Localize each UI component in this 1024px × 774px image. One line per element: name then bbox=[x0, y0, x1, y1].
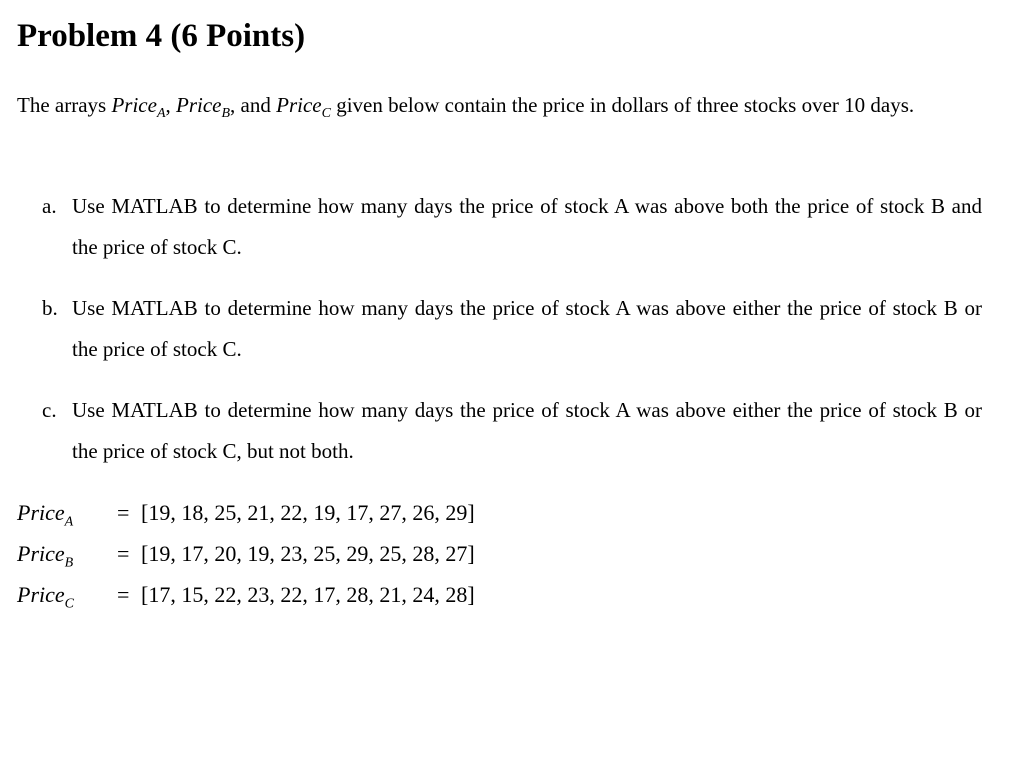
question-b-marker: b. bbox=[42, 296, 58, 320]
price-b-var: Price$_B$ bbox=[176, 93, 231, 122]
equation-price-c bbox=[17, 580, 475, 610]
price-c-var: Price$_C$ bbox=[276, 93, 331, 122]
intro-text-end: given below contain the price in dollars of three stocks over 10 days. bbox=[330, 93, 915, 117]
question-a bbox=[42, 186, 982, 268]
intro-text-start: The arrays bbox=[17, 93, 112, 117]
problem-title: Problem 4 (6 Points) bbox=[17, 18, 306, 54]
question-c bbox=[42, 390, 982, 472]
equation-price-b-lhs: Price$_B$ bbox=[17, 541, 74, 571]
equation-price-c-lhs: Price$_C$ bbox=[17, 582, 74, 612]
equation-price-a bbox=[17, 498, 475, 528]
equals-sign: = bbox=[117, 582, 130, 607]
equation-price-a-values: [19, 18, 25, 21, 22, 19, 17, 27, 26, 29] bbox=[141, 500, 475, 525]
equation-price-c-values: [17, 15, 22, 23, 22, 17, 28, 21, 24, 28] bbox=[141, 582, 475, 607]
intro-separator-1: , bbox=[165, 93, 176, 117]
question-a-text: Use MATLAB to determine how many days the price of stock A was above both the price of stock B and the price of stock C. bbox=[72, 194, 982, 259]
question-c-marker: c. bbox=[42, 398, 57, 422]
equals-sign: = bbox=[117, 500, 130, 525]
equation-price-a-lhs: Price$_A$ bbox=[17, 500, 74, 530]
intro-paragraph bbox=[17, 85, 987, 126]
equation-price-b bbox=[17, 539, 475, 569]
question-b bbox=[42, 288, 982, 370]
equals-sign: = bbox=[117, 541, 130, 566]
question-c-text: Use MATLAB to determine how many days the price of stock A was above either the price of stock B or the price of stock C, but not both. bbox=[72, 398, 982, 463]
intro-separator-2: , and bbox=[230, 93, 277, 117]
question-a-marker: a. bbox=[42, 194, 57, 218]
equation-price-b-values: [19, 17, 20, 19, 23, 25, 29, 25, 28, 27] bbox=[141, 541, 475, 566]
question-b-text: Use MATLAB to determine how many days the price of stock A was above either the price of stock B or the price of stock C. bbox=[72, 296, 982, 361]
price-a-var: Price$_A$ bbox=[111, 93, 166, 122]
